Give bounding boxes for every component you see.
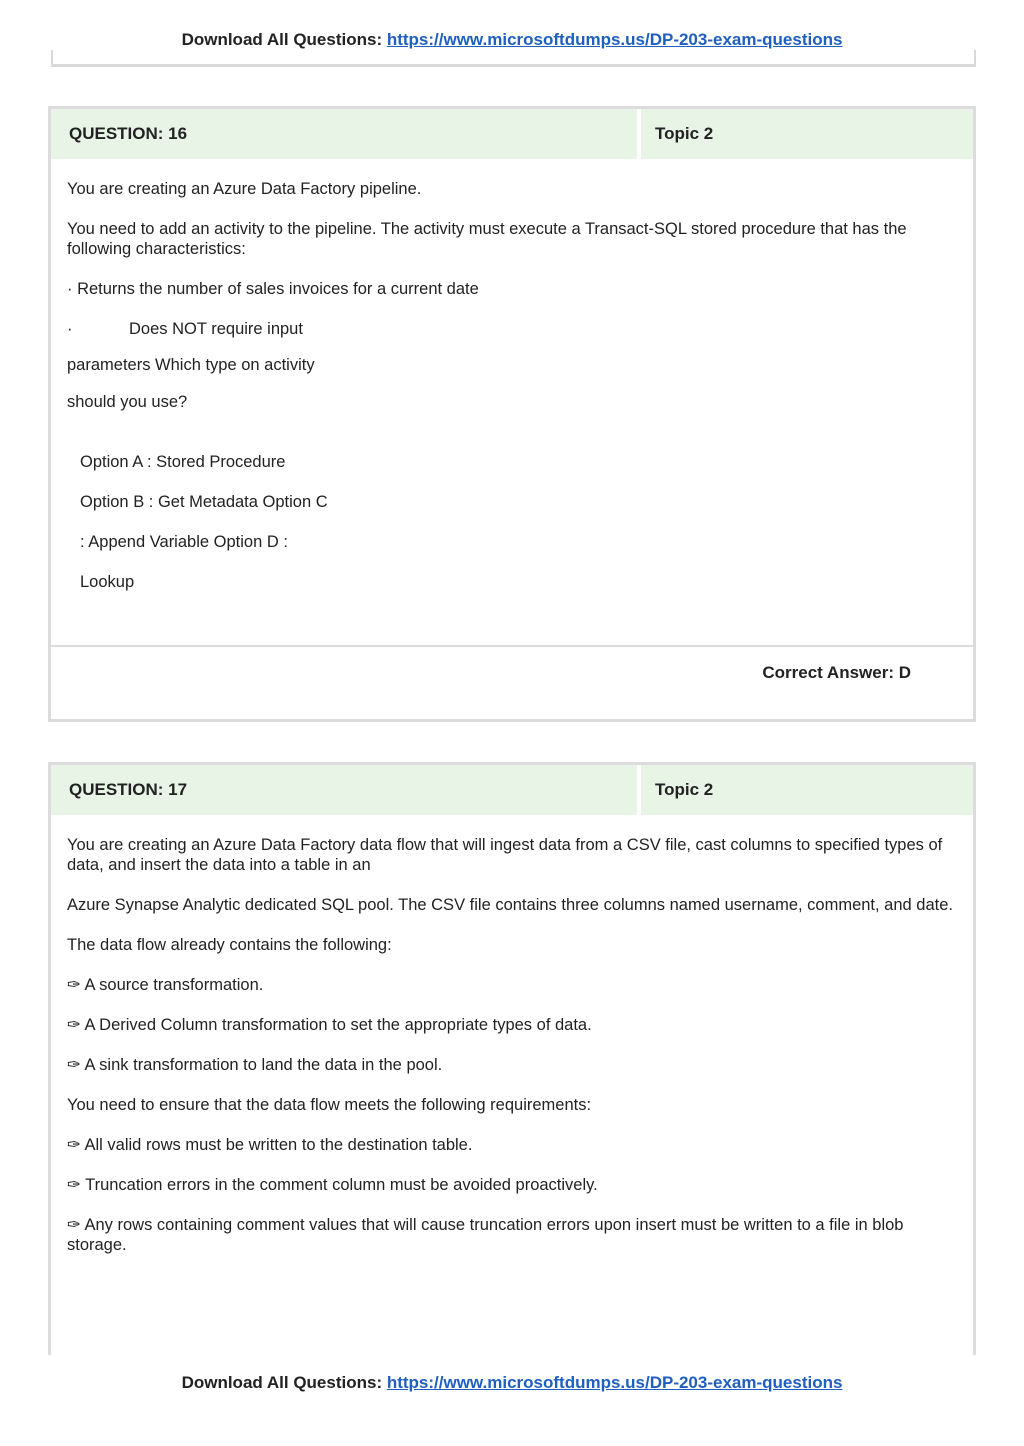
question-number: QUESTION: 16	[51, 109, 641, 159]
question-card-17	[48, 762, 976, 1355]
question-text: You need to ensure that the data flow meets the following requirements:	[67, 1096, 592, 1114]
list-item: ✑ Truncation errors in the comment column must be avoided proactively.	[67, 1176, 598, 1194]
bullet-text: Does NOT require input	[129, 320, 303, 338]
question-text: You are creating an Azure Data Factory data flow that will ingest data from a CSV file, cast columns to specified types of data, and insert the data into a table in an	[67, 836, 943, 874]
question-text: should you use?	[67, 393, 188, 411]
option-b: Option B : Get Metadata Option C	[80, 493, 328, 511]
question-header	[51, 109, 973, 159]
question-topic: Topic 2	[655, 124, 714, 143]
list-item: ✑ A Derived Column transformation to set the appropriate types of data.	[67, 1016, 592, 1034]
option-d: Lookup	[80, 573, 135, 591]
option-c: : Append Variable Option D :	[80, 533, 288, 551]
banner-label: Download All Questions:	[181, 1373, 387, 1392]
bullet-dot: ·	[67, 320, 73, 338]
question-number: QUESTION: 17	[51, 765, 641, 815]
question-topic: Topic 2	[655, 780, 714, 799]
list-item: ✑ A sink transformation to land the data in the pool.	[67, 1056, 443, 1074]
list-item: ✑ All valid rows must be written to the destination table.	[67, 1136, 473, 1154]
question-text: parameters Which type on activity	[67, 356, 315, 374]
bullet-item: · Returns the number of sales invoices for a current date	[67, 280, 479, 298]
banner-label: Download All Questions:	[181, 30, 387, 49]
question-body	[51, 159, 973, 645]
question-text: Azure Synapse Analytic dedicated SQL pool. The CSV file contains three columns named username, comment, and date.	[67, 896, 953, 914]
question-card-16	[48, 106, 976, 722]
question-body	[51, 815, 973, 1255]
previous-card-bottom	[51, 50, 976, 67]
correct-answer: Correct Answer: D	[762, 663, 911, 682]
bullet-item	[67, 319, 957, 339]
question-text: You need to add an activity to the pipeline. The activity must execute a Transact-SQL stored procedure that has the following characteristics:	[67, 220, 907, 258]
list-item: ✑ Any rows containing comment values that will cause truncation errors upon insert must be written to a file in blob storage.	[67, 1216, 904, 1254]
correct-answer-row	[51, 645, 973, 699]
download-banner-bottom	[0, 1373, 1024, 1393]
download-link[interactable]: https://www.microsoftdumps.us/DP-203-exam-questions	[386, 30, 843, 49]
download-link[interactable]: https://www.microsoftdumps.us/DP-203-exam-questions	[386, 1373, 843, 1392]
download-banner-top	[0, 30, 1024, 50]
question-text: The data flow already contains the following:	[67, 936, 392, 954]
option-a: Option A : Stored Procedure	[80, 453, 286, 471]
question-text: You are creating an Azure Data Factory pipeline.	[67, 180, 422, 198]
list-item: ✑ A source transformation.	[67, 976, 264, 994]
question-header	[51, 765, 973, 815]
